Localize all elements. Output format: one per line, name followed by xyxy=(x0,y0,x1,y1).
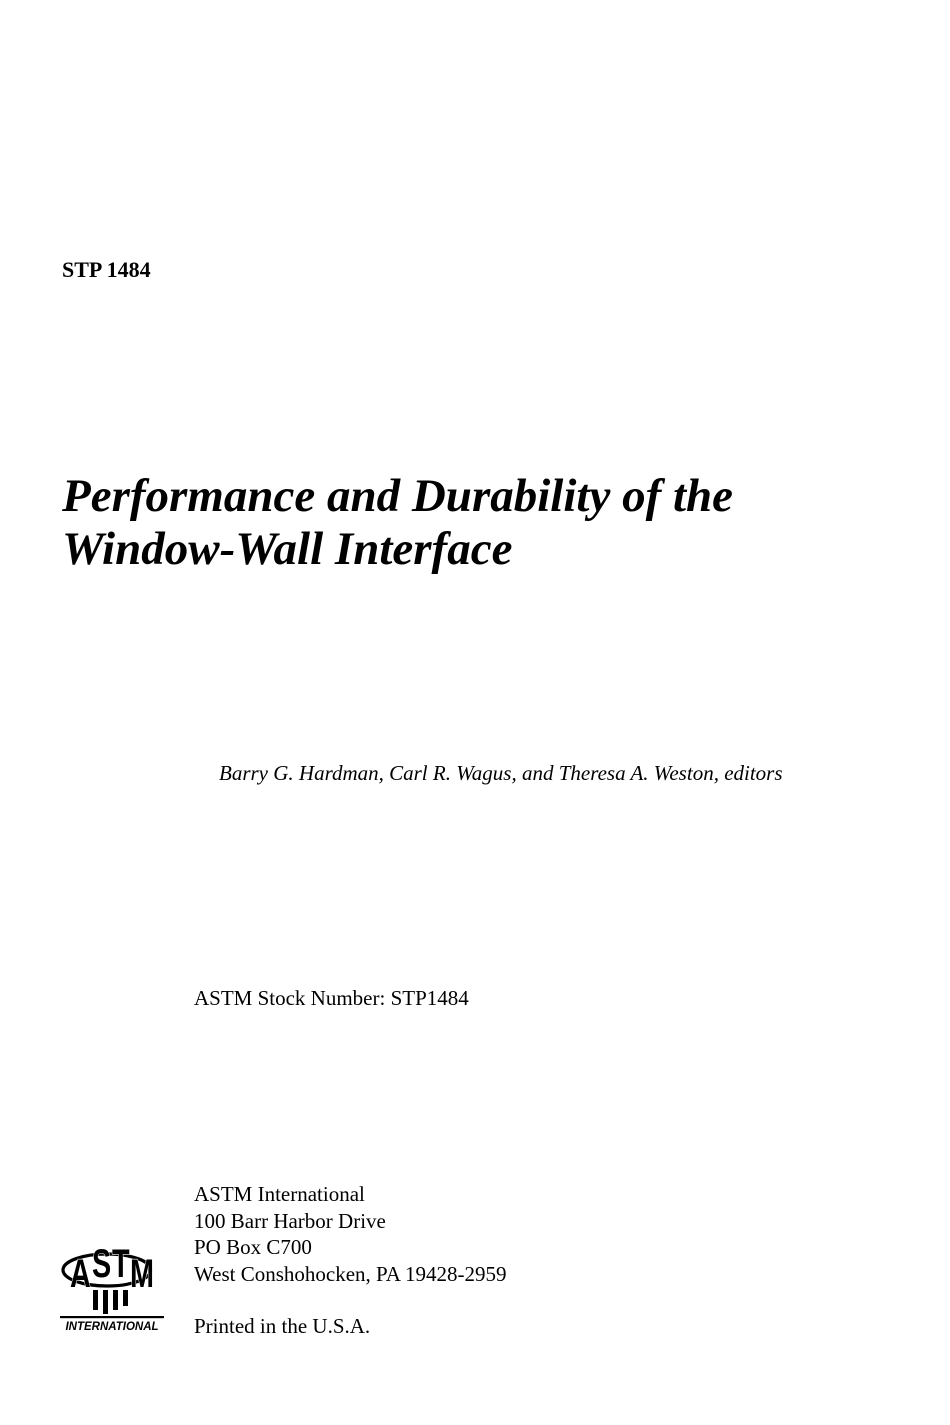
astm-logo-icon xyxy=(57,1232,167,1334)
editors-line: Barry G. Hardman, Carl R. Wagus, and Theresa A. Weston, editors xyxy=(219,761,783,785)
svg-text:M: M xyxy=(130,1251,154,1297)
book-title-line-1: Performance and Durability of the xyxy=(62,470,734,522)
svg-text:A: A xyxy=(70,1251,91,1297)
stp-number: STP 1484 xyxy=(62,257,151,282)
printed-in: Printed in the U.S.A. xyxy=(194,1314,371,1338)
publisher-city: West Conshohocken, PA 19428-2959 xyxy=(194,1261,507,1286)
book-title xyxy=(62,470,922,576)
svg-text:S: S xyxy=(92,1241,112,1287)
svg-text:T: T xyxy=(112,1241,130,1287)
publisher-po-box: PO Box C700 xyxy=(194,1235,312,1259)
publisher-address xyxy=(194,1181,507,1287)
stock-number: ASTM Stock Number: STP1484 xyxy=(194,986,469,1010)
publisher-street: 100 Barr Harbor Drive xyxy=(194,1208,386,1233)
publisher-name: ASTM International xyxy=(194,1182,365,1206)
logo-caption: INTERNATIONAL xyxy=(65,1321,159,1333)
book-title-line-2: Window-Wall Interface xyxy=(62,523,513,575)
